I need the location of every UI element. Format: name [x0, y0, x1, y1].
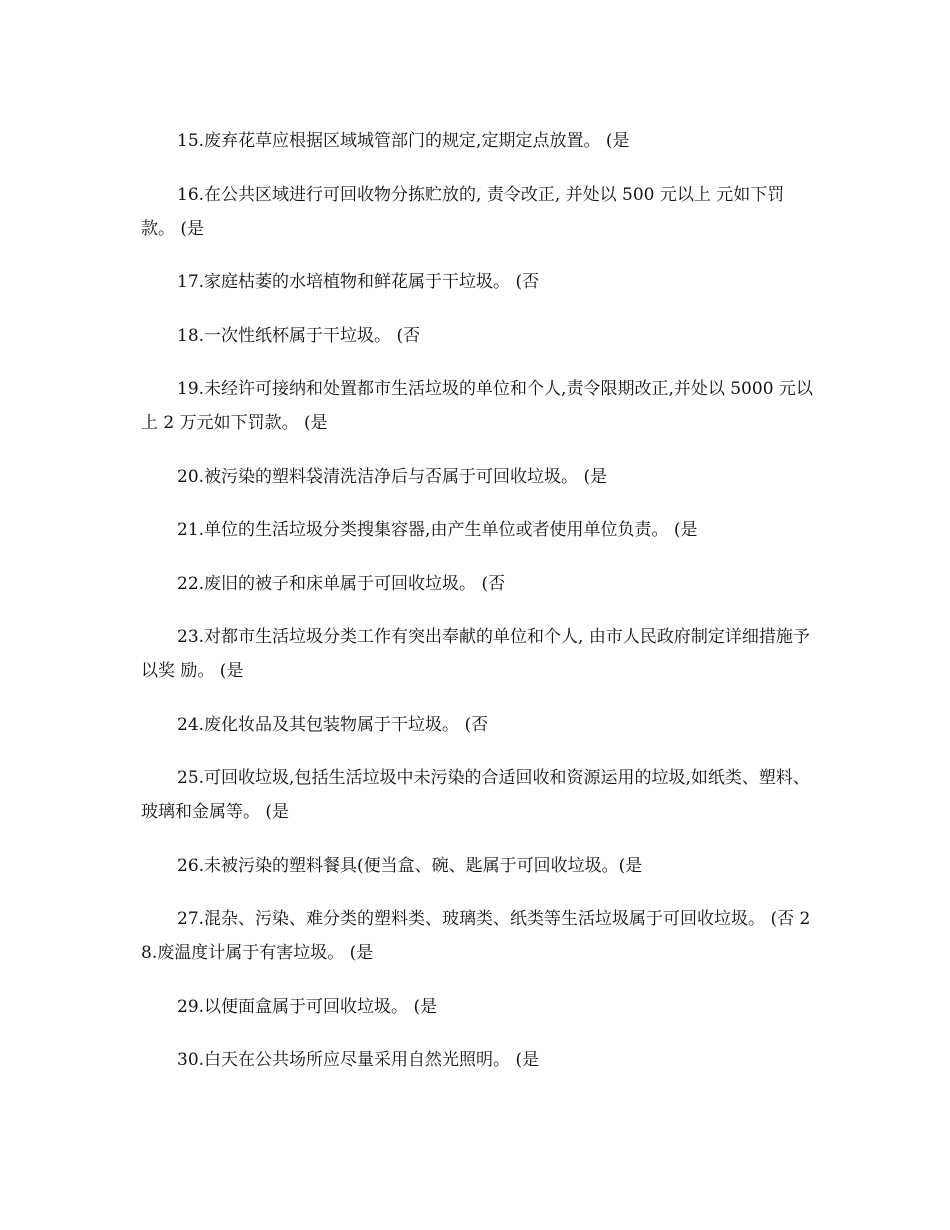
question-item-16: 16.在公共区域进行可回收物分拣贮放的, 责令改正, 并处以 500 元以上 元如下罚款。 (是: [141, 184, 785, 239]
question-item-19: 19.未经许可接纳和处置都市生活垃圾的单位和个人,责令限期改正,并处以 5000 元以上 2 万元如下罚款。 (是: [141, 379, 813, 433]
question-item-22: 22.废旧的被子和床单属于可回收垃圾。 (否: [177, 573, 506, 594]
question-item-30: 30.白天在公共场所应尽量采用自然光照明。 (是: [177, 1050, 540, 1070]
question-list: [141, 124, 813, 1097]
question-item-26: 26.未被污染的塑料餐具(便当盒、碗、匙属于可回收垃圾。(是: [177, 855, 643, 876]
question-item-15: 15.废弃花草应根据区域城管部门的规定,定期定点放置。 (是: [177, 131, 630, 151]
question-item-24: 24.废化妆品及其包装物属于干垃圾。 (否: [177, 714, 489, 735]
question-item-18: 18.一次性纸杯属于干垃圾。 (否: [177, 325, 421, 346]
question-item-29: 29.以便面盒属于可回收垃圾。 (是: [177, 996, 438, 1017]
question-item-27: 27.混杂、污染、难分类的塑料类、玻璃类、纸类等生活垃圾属于可回收垃圾。 (否 28.废温度计属于有害垃圾。 (是: [141, 909, 811, 963]
question-item-23: 23.对都市生活垃圾分类工作有突出奉献的单位和个人, 由市人民政府制定详细措施予以奖 励。 (是: [141, 627, 810, 681]
question-item-20: 20.被污染的塑料袋清洗洁净后与否属于可回收垃圾。 (是: [177, 466, 608, 487]
question-item-21: 21.单位的生活垃圾分类搜集容器,由产生单位或者使用单位负责。 (是: [177, 520, 698, 540]
question-item-25: 25.可回收垃圾,包括生活垃圾中未污染的合适回收和资源运用的垃圾,如纸类、塑料、 玻璃和金属等。 (是: [141, 768, 810, 822]
question-item-17: 17.家庭枯萎的水培植物和鲜花属于干垃圾。 (否: [177, 272, 540, 292]
